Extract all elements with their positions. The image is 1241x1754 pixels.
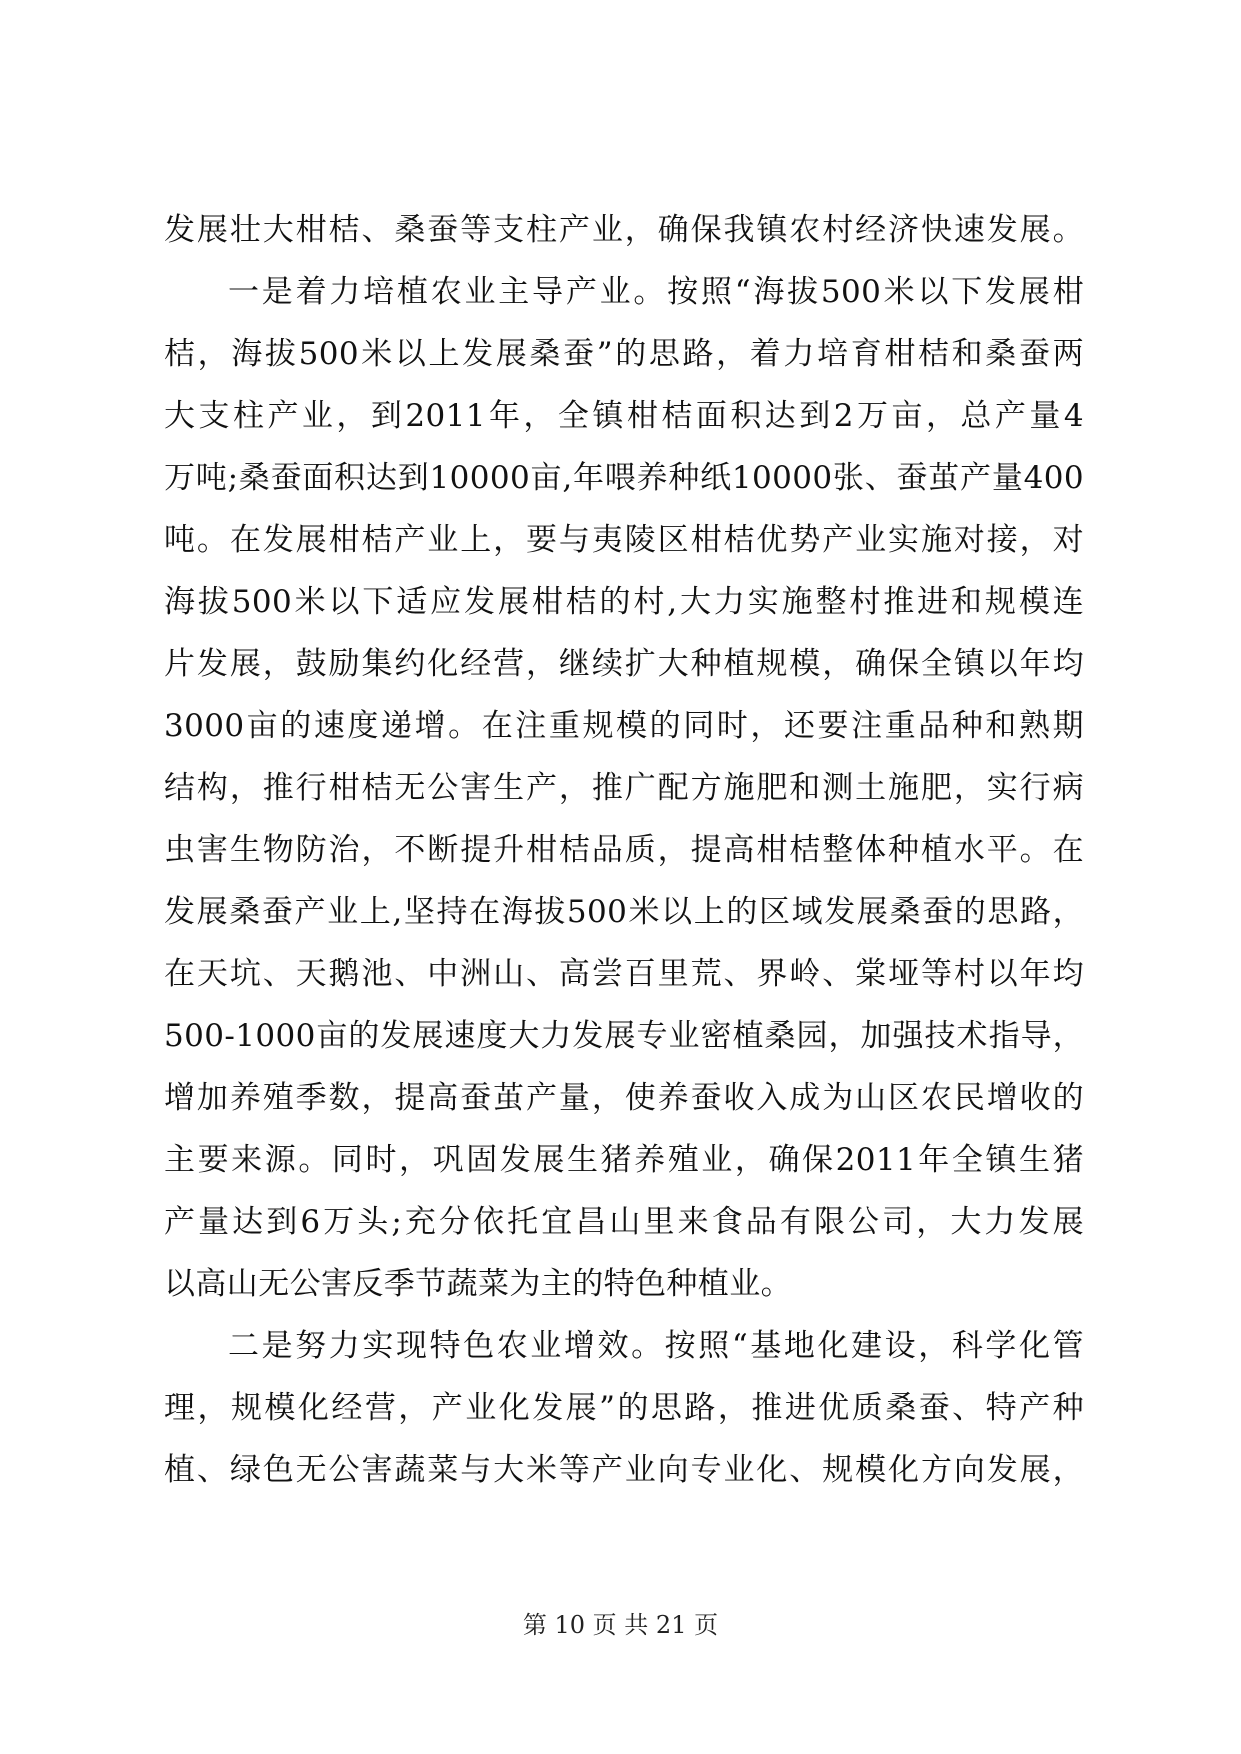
text-line-9: 3000亩的速度递增。在注重规模的同时，还要注重品种和熟期 xyxy=(164,708,1084,744)
text-line-1: 发展壮大柑桔、桑蚕等支柱产业，确保我镇农村经济快速发展。 xyxy=(164,212,1084,248)
text-line-10: 结构，推行柑桔无公害生产，推广配方施肥和测土施肥，实行病 xyxy=(164,770,1084,806)
text-line-14: 500-1000亩的发展速度大力发展专业密植桑园，加强技术指导， xyxy=(164,1018,1084,1054)
text-line-13: 在天坑、天鹅池、中洲山、高尝百里荒、界岭、棠垭等村以年均 xyxy=(164,956,1084,992)
text-line-8: 片发展，鼓励集约化经营，继续扩大种植规模，确保全镇以年均 xyxy=(164,646,1084,682)
text-line-3: 桔，海拔500米以上发展桑蚕”的思路，着力培育柑桔和桑蚕两 xyxy=(164,336,1084,372)
text-line-18-paragraph-end: 以高山无公害反季节蔬菜为主的特色种植业。 xyxy=(164,1266,792,1302)
text-line-2-paragraph-start: 一是着力培植农业主导产业。按照“海拔500米以下发展柑 xyxy=(228,274,1084,310)
text-line-20: 理，规模化经营，产业化发展”的思路，推进优质桑蚕、特产种 xyxy=(164,1390,1084,1426)
text-line-16: 主要来源。同时，巩固发展生猪养殖业，确保2011年全镇生猪 xyxy=(164,1142,1084,1178)
text-line-21: 植、绿色无公害蔬菜与大米等产业向专业化、规模化方向发展， xyxy=(164,1452,1084,1488)
text-line-5: 万吨;桑蚕面积达到10000亩,年喂养种纸10000张、蚕茧产量400 xyxy=(164,460,1084,496)
page-footer: 第 10 页 共 21 页 xyxy=(522,1611,719,1639)
text-line-4: 大支柱产业，到2011年，全镇柑桔面积达到2万亩，总产量4 xyxy=(164,398,1084,434)
text-line-19-paragraph-start: 二是努力实现特色农业增效。按照“基地化建设，科学化管 xyxy=(228,1328,1084,1364)
text-line-7: 海拔500米以下适应发展柑桔的村,大力实施整村推进和规模连 xyxy=(164,584,1084,620)
body-text xyxy=(164,199,1084,1501)
text-line-11: 虫害生物防治，不断提升柑桔品质，提高柑桔整体种植水平。在 xyxy=(164,832,1084,868)
text-line-17: 产量达到6万头;充分依托宜昌山里来食品有限公司，大力发展 xyxy=(164,1204,1084,1240)
text-line-12: 发展桑蚕产业上,坚持在海拔500米以上的区域发展桑蚕的思路， xyxy=(164,894,1084,930)
text-line-15: 增加养殖季数，提高蚕茧产量，使养蚕收入成为山区农民增收的 xyxy=(164,1080,1084,1116)
text-line-6: 吨。在发展柑桔产业上，要与夷陵区柑桔优势产业实施对接，对 xyxy=(164,522,1084,558)
